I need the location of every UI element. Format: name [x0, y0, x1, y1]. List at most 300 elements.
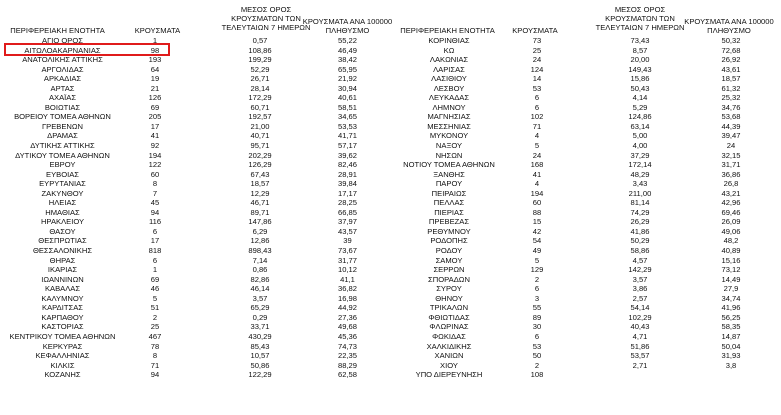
table-row	[0, 198, 390, 208]
table-cell-avg7: 3,43	[632, 179, 648, 189]
table-cell-region: ΞΑΝΘΗΣ	[433, 169, 465, 179]
table-row	[0, 256, 390, 266]
table-cell-cases: 15	[532, 217, 542, 227]
highlighted-row-box	[4, 43, 170, 56]
table-cell-region: ΗΡΑΚΛΕΙΟΥ	[40, 217, 85, 227]
table-cell-region: ΔΥΤΙΚΗΣ ΑΤΤΙΚΗΣ	[30, 141, 95, 151]
table-cell-cases: 88	[532, 207, 542, 217]
table-cell-region: ΘΗΝΟΥ	[435, 293, 463, 303]
table-cell-cases: 55	[532, 303, 542, 313]
table-cell-cases: 14	[532, 74, 542, 84]
table-row	[0, 246, 390, 256]
table-cell-region: ΧΙΟΥ	[440, 360, 458, 370]
table-cell-per100k: 44,39	[721, 121, 741, 131]
table-cell-per100k: 34,74	[721, 293, 741, 303]
table-cell-region: ΑΧΑΪΑΣ	[48, 93, 77, 103]
table-cell-cases: 5	[534, 255, 540, 265]
table-row	[0, 55, 390, 65]
table-cell-avg7: 15,86	[630, 74, 650, 84]
table-cell-avg7: 40,71	[250, 131, 270, 141]
table-cell-per100k: 31,71	[721, 160, 741, 170]
table-row	[390, 246, 781, 256]
table-cell-region: ΜΥΚΟΝΟΥ	[429, 131, 469, 141]
table-cell-per100k: 32,15	[721, 150, 741, 160]
header-avg7-right: ΜΕΣΟΣ ΟΡΟΣ ΚΡΟΥΣΜΑΤΩΝ ΤΩΝ ΤΕΛΕΥΤΑΙΩΝ 7 ΗΜΕΡΩΝ	[595, 5, 685, 32]
table-cell-per100k: 26,09	[721, 217, 741, 227]
table-row	[0, 74, 390, 84]
table-cell-avg7: 65,29	[250, 303, 270, 313]
table-cell-avg7: 53,57	[630, 351, 650, 361]
table-row	[0, 84, 390, 94]
table-cell-per100k: 28,91	[337, 169, 357, 179]
table-cell-region: ΛΑΡΙΣΑΣ	[433, 64, 465, 74]
table-cell-per100k: 26,8	[723, 179, 739, 189]
table-cell-per100k: 25,32	[721, 93, 741, 103]
table-cell-per100k: 72,68	[721, 45, 741, 55]
table-cell-cases: 6	[534, 93, 540, 103]
table-cell-per100k: 42,96	[721, 198, 741, 208]
table-cell-per100k: 74,73	[337, 341, 357, 351]
table-cell-avg7: 67,43	[250, 169, 270, 179]
table-cell-cases: 17	[150, 121, 160, 131]
table-cell-region: ΗΛΕΙΑΣ	[48, 198, 77, 208]
table-cell-avg7: 108,86	[248, 45, 272, 55]
table-row	[390, 46, 781, 56]
table-cell-avg7: 199,29	[248, 55, 272, 65]
table-cell-per100k: 82,46	[337, 160, 357, 170]
header-per100k-right: ΚΡΟΥΣΜΑΤΑ ΑΝΑ 100000 ΠΛΗΘΥΣΜΟ	[684, 17, 774, 35]
table-cell-region: ΚΙΛΚΙΣ	[50, 360, 75, 370]
table-cell-avg7: 85,43	[250, 341, 270, 351]
table-cell-per100k: 3,8	[725, 360, 737, 370]
table-cell-per100k: 21,92	[337, 74, 357, 84]
table-cell-region: ΣΑΜΟΥ	[435, 255, 463, 265]
table-cell-per100k: 50,04	[721, 341, 741, 351]
table-cell-per100k: 43,57	[337, 226, 357, 236]
table-cell-per100k: 61,32	[721, 83, 741, 93]
table-cell-region: ΔΥΤΙΚΟΥ ΤΟΜΕΑ ΑΘΗΝΩΝ	[15, 150, 110, 160]
table-cell-avg7: 50,43	[630, 83, 650, 93]
table-cell-per100k: 18,57	[721, 74, 741, 84]
table-cell-region: ΒΟΙΩΤΙΑΣ	[44, 102, 81, 112]
table-row	[0, 122, 390, 132]
table-cell-per100k: 73,12	[721, 265, 741, 275]
table-cell-cases: 3	[534, 293, 540, 303]
table-row	[390, 236, 781, 246]
table-cell-cases: 54	[532, 236, 542, 246]
table-cell-cases: 108	[530, 370, 544, 380]
table-cell-avg7: 12,29	[250, 188, 270, 198]
table-cell-cases: 60	[532, 198, 542, 208]
table-cell-cases: 129	[530, 265, 544, 275]
table-cell-region: ΠΡΕΒΕΖΑΣ	[428, 217, 470, 227]
table-cell-region: ΡΟΔΟΠΗΣ	[430, 236, 468, 246]
table-cell-avg7: 95,71	[250, 141, 270, 151]
table-row	[390, 103, 781, 113]
table-cell-avg7: 172,29	[248, 93, 272, 103]
table-cell-cases: 49	[532, 246, 542, 256]
table-cell-per100k: 46,49	[337, 45, 357, 55]
table-cell-cases: 71	[150, 360, 160, 370]
table-cell-region: ΠΙΕΡΙΑΣ	[434, 207, 464, 217]
table-cell-per100k: 16,98	[337, 293, 357, 303]
table-cell-per100k: 31,93	[721, 351, 741, 361]
table-cell-per100k: 14,87	[721, 331, 741, 341]
table-cell-region: ΜΑΓΝΗΣΙΑΣ	[427, 112, 471, 122]
table-cell-region: ΣΕΡΡΩΝ	[433, 265, 465, 275]
table-cell-avg7: 122,29	[248, 370, 272, 380]
table-cell-region: ΚΑΡΔΙΤΣΑΣ	[42, 303, 83, 313]
table-cell-region: ΗΜΑΘΙΑΣ	[45, 207, 80, 217]
header-per100k: ΚΡΟΥΣΜΑΤΑ ΑΝΑ 100000 ΠΛΗΘΥΣΜΟ	[302, 17, 393, 35]
table-row	[390, 361, 781, 371]
table-cell-cases: 5	[534, 141, 540, 151]
table-row	[390, 170, 781, 180]
table-cell-per100k: 30,94	[337, 83, 357, 93]
table-cell-cases: 17	[150, 236, 160, 246]
table-cell-avg7: 2,71	[632, 360, 648, 370]
table-cell-avg7: 50,86	[250, 360, 270, 370]
table-cell-avg7: 33,71	[250, 322, 270, 332]
table-cell-cases: 21	[150, 83, 160, 93]
table-cell-cases: 193	[148, 55, 162, 65]
table-cell-cases: 8	[152, 351, 158, 361]
table-row	[0, 351, 390, 361]
table-cell-per100k: 36,86	[721, 169, 741, 179]
table-row	[390, 342, 781, 352]
table-cell-per100k: 69,46	[721, 207, 741, 217]
table-cell-avg7: 60,71	[250, 102, 270, 112]
table-cell-per100k: 41,1	[340, 274, 355, 284]
table-cell-avg7: 73,43	[630, 36, 650, 45]
table-cell-per100k: 38,42	[337, 55, 357, 65]
table-cell-avg7: 5,29	[632, 102, 648, 112]
table-cell-cases: 126	[148, 93, 162, 103]
table-cell-region: ΡΟΔΟΥ	[435, 246, 463, 256]
table-cell-region: ΘΑΣΟΥ	[49, 226, 76, 236]
table-cell-avg7: 0,57	[252, 36, 268, 45]
table-cell-avg7: 430,29	[248, 331, 272, 341]
table-cell-region: ΝΗΣΩΝ	[435, 150, 463, 160]
table-cell-per100k: 66,85	[337, 207, 357, 217]
table-cell-cases: 78	[150, 341, 160, 351]
table-cell-avg7: 37,29	[630, 150, 650, 160]
table-row	[0, 208, 390, 218]
table-cell-region: ΑΙΤΩΛΟΑΚΑΡΝΑΝΙΑΣ	[24, 45, 101, 55]
table-row	[390, 208, 781, 218]
table-cell-per100k: 58,35	[721, 322, 741, 332]
table-cell-region: ΚΟΖΑΝΗΣ	[44, 370, 81, 380]
table-cell-region: ΚΩ	[443, 45, 455, 55]
table-cell-per100k: 39,84	[337, 179, 357, 189]
table-row	[390, 93, 781, 103]
table-cell-region: ΜΕΣΣΗΝΙΑΣ	[427, 121, 471, 131]
table-cell-cases: 73	[532, 36, 542, 45]
table-cell-region: ΡΕΘΥΜΝΟΥ	[427, 226, 471, 236]
table-cell-avg7: 12,86	[250, 236, 270, 246]
table-cell-region: ΚΟΡΙΝΘΙΑΣ	[428, 36, 470, 45]
table-cell-per100k: 49,06	[721, 226, 741, 236]
table-cell-region: ΤΡΙΚΑΛΩΝ	[429, 303, 469, 313]
table-cell-avg7: 21,00	[250, 121, 270, 131]
table-row	[390, 256, 781, 266]
table-cell-per100k: 62,58	[337, 370, 357, 380]
table-row	[0, 65, 390, 75]
table-cell-region: ΕΒΡΟΥ	[49, 160, 76, 170]
table-cell-avg7: 46,14	[250, 284, 270, 294]
table-cell-per100k: 44,92	[337, 303, 357, 313]
table-cell-region: ΥΠΟ ΔΙΕΡΕΥΝΗΣΗ	[415, 370, 483, 380]
table-row	[390, 55, 781, 65]
table-cell-avg7: 74,29	[630, 207, 650, 217]
table-cell-region: ΚΕΦΑΛΛΗΝΙΑΣ	[35, 351, 90, 361]
table-cell-avg7: 10,57	[250, 351, 270, 361]
table-row	[390, 370, 781, 380]
header-region: ΠΕΡΙΦΕΡΕΙΑΚΗ ΕΝΟΤΗΤΑ	[10, 26, 105, 35]
table-cell-region: ΝΟΤΙΟΥ ΤΟΜΕΑ ΑΘΗΝΩΝ	[403, 160, 495, 170]
table-cell-per100k: 43,21	[721, 188, 741, 198]
table-cell-per100k: 53,68	[721, 112, 741, 122]
table-cell-region: ΑΓΙΟ ΟΡΟΣ	[42, 36, 83, 45]
table-cell-avg7: 41,86	[630, 226, 650, 236]
table-cell-cases: 818	[148, 246, 162, 256]
table-row	[390, 122, 781, 132]
table-cell-cases: 4	[534, 131, 540, 141]
table-cell-cases: 168	[530, 160, 544, 170]
table-cell-avg7: 172,14	[628, 160, 652, 170]
table-row	[390, 322, 781, 332]
right-table-header	[390, 0, 781, 36]
table-cell-avg7: 4,14	[632, 93, 648, 103]
table-row	[0, 236, 390, 246]
table-row	[390, 313, 781, 323]
table-row	[0, 141, 390, 151]
table-cell-per100k: 50,32	[721, 36, 741, 45]
table-cell-per100k: 27,9	[723, 284, 739, 294]
table-cell-per100k: 28,25	[337, 198, 357, 208]
table-cell-cases: 194	[148, 150, 162, 160]
table-row	[390, 284, 781, 294]
header-region-right: ΠΕΡΙΦΕΡΕΙΑΚΗ ΕΝΟΤΗΤΑ	[400, 26, 495, 35]
table-cell-cases: 50	[532, 351, 542, 361]
table-row	[390, 65, 781, 75]
table-cell-region: ΛΕΣΒΟΥ	[433, 83, 465, 93]
table-cell-region: ΠΑΡΟΥ	[435, 179, 463, 189]
table-row	[390, 275, 781, 285]
table-cell-cases: 7	[152, 188, 158, 198]
table-cell-region: ΛΕΥΚΑΔΑΣ	[428, 93, 470, 103]
table-cell-per100k: 40,61	[337, 93, 357, 103]
table-cell-cases: 2	[534, 274, 540, 284]
header-cases: ΚΡΟΥΣΜΑΤΑ	[134, 26, 181, 35]
table-cell-region: ΚΑΛΥΜΝΟΥ	[41, 293, 84, 303]
table-cell-cases: 5	[152, 293, 158, 303]
table-cell-region: ΚΕΝΤΡΙΚΟΥ ΤΟΜΕΑ ΑΘΗΝΩΝ	[9, 331, 116, 341]
table-cell-avg7: 26,29	[630, 217, 650, 227]
table-cell-avg7: 4,71	[632, 331, 648, 341]
table-row	[0, 170, 390, 180]
table-cell-cases: 92	[150, 141, 160, 151]
table-row	[390, 74, 781, 84]
header-avg7: ΜΕΣΟΣ ΟΡΟΣ ΚΡΟΥΣΜΑΤΩΝ ΤΩΝ ΤΕΛΕΥΤΑΙΩΝ 7 ΗΜΕΡΩΝ	[221, 5, 311, 32]
table-cell-per100k: 41,96	[721, 303, 741, 313]
table-cell-region: ΕΥΡΥΤΑΝΙΑΣ	[39, 179, 86, 189]
table-cell-per100k: 17,17	[337, 188, 357, 198]
table-cell-per100k: 27,36	[337, 312, 357, 322]
table-cell-region: ΣΥΡΟΥ	[436, 284, 462, 294]
table-cell-region: ΑΡΤΑΣ	[50, 83, 75, 93]
table-cell-region: ΛΑΣΙΘΙΟΥ	[431, 74, 467, 84]
table-row	[0, 160, 390, 170]
table-cell-region: ΧΑΛΚΙΔΙΚΗΣ	[426, 341, 472, 351]
table-row	[0, 370, 390, 380]
table-cell-cases: 98	[150, 45, 160, 55]
table-cell-per100k: 73,67	[337, 246, 357, 256]
table-cell-cases: 205	[148, 112, 162, 122]
table-cell-cases: 45	[150, 198, 160, 208]
table-row	[0, 151, 390, 161]
table-cell-cases: 53	[532, 341, 542, 351]
table-cell-region: ΦΛΩΡΙΝΑΣ	[429, 322, 469, 332]
table-cell-per100k: 88,29	[337, 360, 357, 370]
table-row	[390, 265, 781, 275]
table-cell-cases: 69	[150, 102, 160, 112]
table-cell-cases: 6	[152, 226, 158, 236]
table-cell-cases: 89	[532, 312, 542, 322]
table-cell-avg7: 6,29	[252, 226, 268, 236]
table-cell-per100k: 39,62	[337, 150, 357, 160]
table-cell-avg7: 82,86	[250, 274, 270, 284]
table-cell-cases: 6	[152, 255, 158, 265]
table-cell-cases: 94	[150, 207, 160, 217]
table-cell-per100k: 58,51	[337, 102, 357, 112]
table-cell-avg7: 89,71	[250, 207, 270, 217]
table-cell-cases: 122	[148, 160, 162, 170]
left-table-body	[0, 36, 390, 380]
table-row	[390, 112, 781, 122]
table-cell-cases: 4	[534, 179, 540, 189]
table-cell-avg7: 147,86	[248, 217, 272, 227]
table-cell-per100k: 43,61	[721, 64, 741, 74]
table-cell-cases: 64	[150, 64, 160, 74]
table-row	[0, 294, 390, 304]
table-cell-avg7: 124,86	[628, 112, 652, 122]
table-cell-cases: 41	[532, 169, 542, 179]
table-cell-per100k: 55,22	[337, 36, 357, 45]
table-row	[0, 189, 390, 199]
table-cell-per100k: 53,53	[337, 121, 357, 131]
table-cell-region: ΓΡΕΒΕΝΩΝ	[41, 121, 84, 131]
table-cell-avg7: 192,57	[248, 112, 272, 122]
table-cell-per100k: 57,17	[337, 141, 357, 151]
left-table-header	[0, 0, 393, 36]
table-cell-per100k: 36,82	[337, 284, 357, 294]
table-cell-avg7: 202,29	[248, 150, 272, 160]
table-cell-cases: 102	[530, 112, 544, 122]
table-row	[390, 141, 781, 151]
table-row	[390, 36, 781, 46]
table-cell-cases: 24	[532, 150, 542, 160]
table-cell-avg7: 50,29	[630, 236, 650, 246]
table-cell-cases: 1	[152, 265, 158, 275]
table-cell-cases: 6	[534, 102, 540, 112]
table-cell-per100k: 10,12	[337, 265, 357, 275]
table-cell-avg7: 58,86	[630, 246, 650, 256]
table-cell-cases: 51	[150, 303, 160, 313]
table-row	[0, 313, 390, 323]
table-cell-per100k: 22,35	[337, 351, 357, 361]
table-cell-cases: 2	[534, 360, 540, 370]
table-cell-region: ΑΡΓΟΛΙΔΑΣ	[41, 64, 84, 74]
table-cell-avg7: 2,57	[632, 293, 648, 303]
table-cell-avg7: 7,14	[252, 255, 268, 265]
table-cell-avg7: 3,86	[632, 284, 648, 294]
table-row	[0, 361, 390, 371]
table-cell-region: ΒΟΡΕΙΟΥ ΤΟΜΕΑ ΑΘΗΝΩΝ	[14, 112, 111, 122]
table-cell-avg7: 898,43	[248, 246, 272, 256]
table-cell-region: ΙΩΑΝΝΙΝΩΝ	[41, 274, 84, 284]
table-cell-per100k: 56,25	[721, 312, 741, 322]
table-row	[390, 332, 781, 342]
table-cell-per100k: 41,71	[337, 131, 357, 141]
table-cell-per100k: 24	[726, 141, 736, 151]
table-cell-cases: 2	[152, 312, 158, 322]
table-cell-per100k: 45,36	[337, 331, 357, 341]
table-cell-region: ΦΩΚΙΔΑΣ	[432, 331, 466, 341]
table-cell-per100k: 31,77	[337, 255, 357, 265]
table-row	[390, 198, 781, 208]
table-cell-cases: 19	[150, 74, 160, 84]
table-cell-avg7: 51,86	[630, 341, 650, 351]
table-cell-cases: 41	[150, 131, 160, 141]
table-cell-cases: 6	[534, 331, 540, 341]
table-cell-region: ΠΕΛΛΑΣ	[433, 198, 465, 208]
table-cell-cases: 6	[534, 284, 540, 294]
table-cell-avg7: 0,29	[252, 312, 268, 322]
table-cell-avg7: 40,43	[630, 322, 650, 332]
table-row	[390, 131, 781, 141]
table-cell-cases: 46	[150, 284, 160, 294]
table-cell-per100k: 48,2	[723, 236, 739, 246]
table-row	[390, 84, 781, 94]
table-cell-per100k: 15,16	[721, 255, 741, 265]
table-row	[0, 322, 390, 332]
table-cell-avg7: 102,29	[628, 312, 652, 322]
table-cell-cases: 124	[530, 64, 544, 74]
table-cell-region: ΑΝΑΤΟΛΙΚΗΣ ΑΤΤΙΚΗΣ	[22, 55, 103, 65]
table-cell-cases: 42	[532, 226, 542, 236]
table-cell-avg7: 4,00	[632, 141, 648, 151]
table-cell-region: ΠΕΙΡΑΙΩΣ	[431, 188, 467, 198]
table-row	[0, 103, 390, 113]
table-cell-region: ΖΑΚΥΝΘΟΥ	[41, 188, 84, 198]
table-cell-region: ΑΡΚΑΔΙΑΣ	[43, 74, 82, 84]
table-cell-avg7: 0,86	[252, 265, 268, 275]
table-cell-per100k: 39,47	[721, 131, 741, 141]
table-row	[0, 265, 390, 275]
table-row	[390, 189, 781, 199]
table-cell-cases: 60	[150, 169, 160, 179]
table-cell-per100k: 39	[343, 236, 352, 246]
table-row	[0, 131, 390, 141]
table-cell-per100k: 40,89	[721, 246, 741, 256]
table-row	[0, 342, 390, 352]
table-row	[0, 303, 390, 313]
table-cell-per100k: 14,49	[721, 274, 741, 284]
table-cell-avg7: 142,29	[628, 265, 652, 275]
table-cell-cases: 71	[532, 121, 542, 131]
table-cell-cases: 25	[532, 45, 542, 55]
